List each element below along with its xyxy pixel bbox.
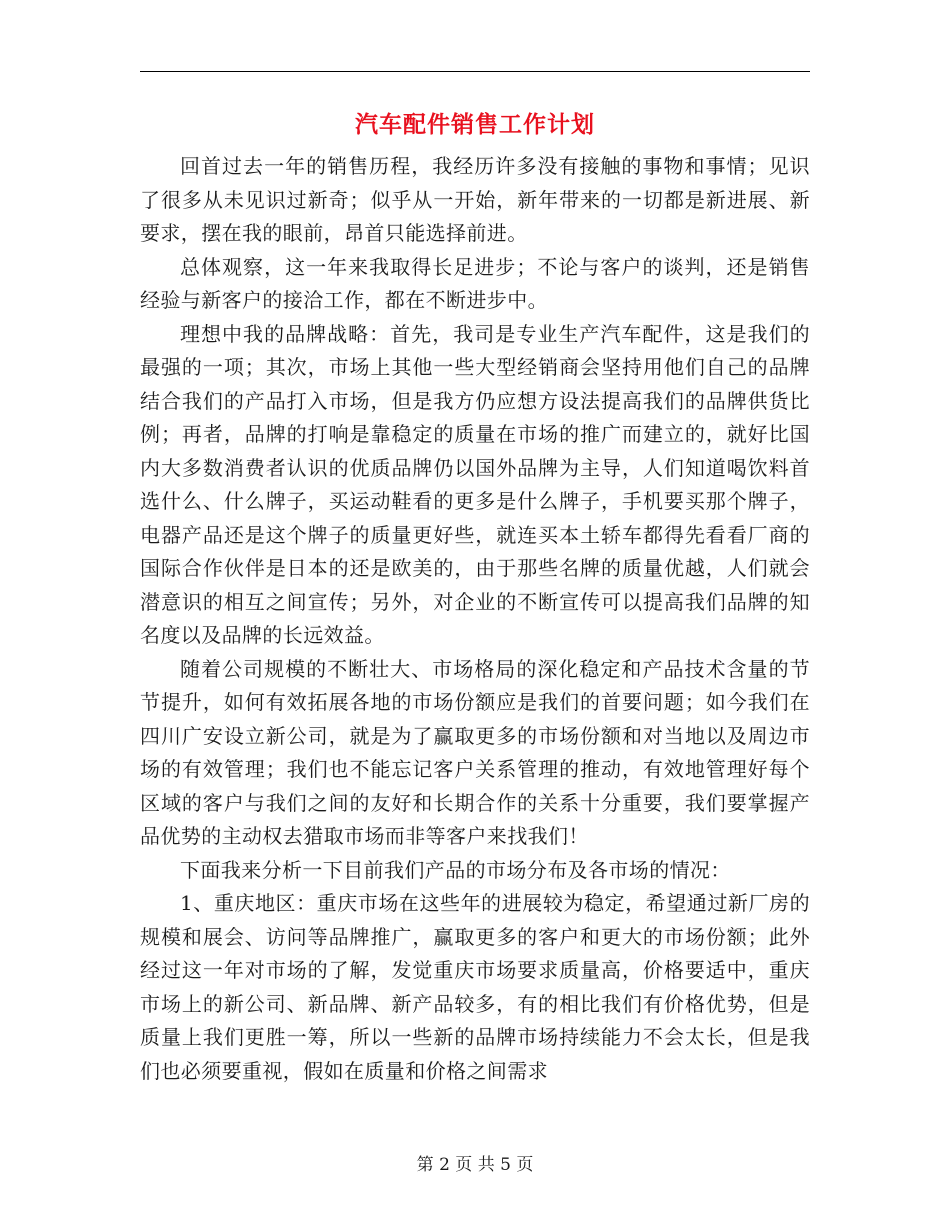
paragraph: 下面我来分析一下目前我们产品的市场分布及各市场的情况：: [180, 857, 731, 882]
page-mid: 页: [455, 1155, 473, 1175]
page-prefix: 第: [416, 1155, 434, 1175]
page-footer: [0, 1153, 950, 1177]
document-body: [140, 150, 810, 1088]
paragraph: 随着公司规模的不断壮大、市场格局的深化稳定和产品技术含量的节节提升，如何有效拓展各地的市场份额应是我们的首要问题；如今我们在四川广安设立新公司，就是为了赢取更多的市场份额和对当地以及周边市场的有效管理；我们也不能忘记客户关系管理的推动，有效地管理好每个区域的客户与我们之间的友好和长期合作的关系十分重要，我们要掌握产品优势的主动权去猎取市场而非等客户来找我们！: [140, 656, 810, 848]
paragraph: 理想中我的品牌战略：首先，我司是专业生产汽车配件，这是我们的最强的一项；其次，市场上其他一些大型经销商会坚持用他们自己的品牌结合我们的产品打入市场，但是我方仍应想方设法提高我们的品牌供货比例；再者，品牌的打响是靠稳定的质量在市场的推广而建立的，就好比国内大多数消费者认识的优质品牌仍以国外品牌为主导，人们知道喝饮料首选什么、什么牌子，买运动鞋看的更多是什么牌子，手机要买那个牌子，电器产品还是这个牌子的质量更好些，就连买本土轿车都得先看看厂商的国际合作伙伴是日本的还是欧美的，由于那些名牌的质量优越，人们就会潜意识的相互之间宣传；另外，对企业的不断宣传可以提高我们品牌的知名度以及品牌的长远效益。: [140, 321, 810, 647]
total-pages-number: 5: [500, 1155, 511, 1175]
paragraph: 总体观察，这一年来我取得长足进步；不论与客户的谈判，还是销售经验与新客户的接洽工作，都在不断进步中。: [140, 254, 810, 312]
current-page-number: 2: [439, 1155, 450, 1175]
page-suffix: 页: [516, 1155, 534, 1175]
paragraph: 回首过去一年的销售历程，我经历许多没有接触的事物和事情；见识了很多从未见识过新奇；似乎从一开始，新年带来的一切都是新进展、新要求，摆在我的眼前，昂首只能选择前进。: [140, 154, 810, 245]
paragraph: 1、重庆地区：重庆市场在这些年的进展较为稳定，希望通过新厂房的规模和展会、访问等品牌推广，赢取更多的客户和更大的市场份额；此外经过这一年对市场的了解，发觉重庆市场要求质量高，价格要适中，重庆市场上的新公司、新品牌、新产品较多，有的相比我们有价格优势，但是质量上我们更胜一筹，所以一些新的品牌市场持续能力不会太长，但是我们也必须要重视，假如在质量和价格之间需求: [140, 891, 810, 1083]
total-prefix: 共: [477, 1155, 495, 1175]
document-title: 汽车配件销售工作计划: [355, 111, 595, 138]
header-rule: [140, 71, 810, 72]
